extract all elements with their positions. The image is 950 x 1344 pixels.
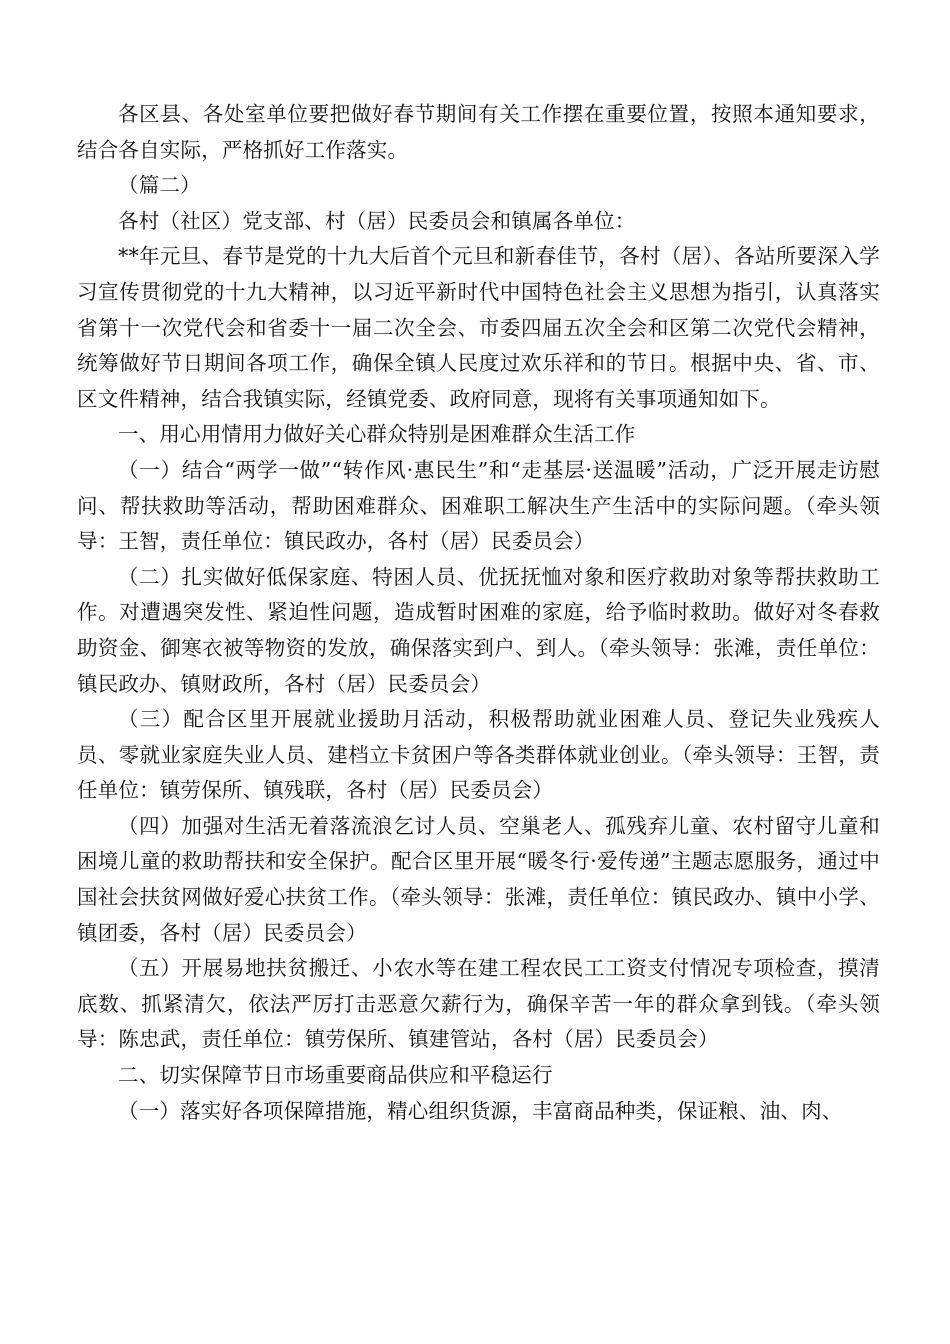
paragraph-introduction: **年元旦、春节是党的十九大后首个元旦和新春佳节，各村（居）、各站所要深入学习宣传贯彻党的十九大精神，以习近平新时代中国特色社会主义思想为指引，认真落实省第十一次党代会和省委十一届二次全会、市委四届五次全会和区第二次党代会精神，统筹做好节日期间各项工作，确保全镇人民度过欢乐祥和的节日。根据中央、省、市、区文件精神，结合我镇实际，经镇党委、政府同意，现将有关事项通知如下。 [77, 244, 880, 411]
paragraph-item-1-3: （三）配合区里开展就业援助月活动，积极帮助就业困难人员、登记失业残疾人员、零就业家庭失业人员、建档立卡贫困户等各类群体就业创业。（牵头领导：王智，责任单位：镇劳保所、镇残联，各村（居）民委员会） [77, 707, 880, 803]
paragraph-item-1-2: （二）扎实做好低保家庭、特困人员、优抚抚恤对象和医疗救助对象等帮扶救助工作。对遭遇突发性、紧迫性问题，造成暂时困难的家庭，给予临时救助。做好对冬春救助资金、御寒衣被等物资的发放，确保落实到户、到人。（牵头领导：张滩，责任单位：镇民政办、镇财政所，各村（居）民委员会） [77, 564, 880, 696]
addressee-line: 各村（社区）党支部、村（居）民委员会和镇属各单位： [118, 208, 636, 233]
heading-section-one: 一、用心用情用力做好关心群众特别是困难群众生活工作 [118, 422, 636, 447]
document-body [77, 97, 880, 1129]
paragraph-item-1-1: （一）结合“两学一做”“转作风·惠民生”和“走基层·送温暖”活动，广泛开展走访慰问、帮扶救助等活动，帮助困难群众、困难职工解决生产生活中的实际问题。（牵头领导：王智，责任单位：镇民政办，各村（居）民委员会） [77, 457, 880, 554]
paragraph-item-1-4: （四）加强对生活无着落流浪乞讨人员、空巢老人、孤残弃儿童、农村留守儿童和困境儿童的救助帮扶和安全保护。配合区里开展“暖冬行·爱传递”主题志愿服务，通过中国社会扶贫网做好爱心扶贫工作。（牵头领导：张滩，责任单位：镇民政办、镇中小学、镇团委，各村（居）民委员会） [77, 813, 880, 945]
paragraph-closing-instruction: 各区县、各处室单位要把做好春节期间有关工作摆在重要位置，按照本通知要求，结合各自实际，严格抓好工作落实。 [77, 102, 880, 162]
heading-section-two: 二、切实保障节日市场重要商品供应和平稳运行 [118, 1063, 553, 1088]
section-label-part-two: （篇二） [118, 173, 201, 198]
paragraph-item-1-5: （五）开展易地扶贫搬迁、小农水等在建工程农民工工资支付情况专项检查，摸清底数、抓紧清欠，依法严厉打击恶意欠薪行为，确保辛苦一年的群众拿到钱。（牵头领导：陈忠武，责任单位：镇劳保所、镇建管站，各村（居）民委员会） [77, 956, 880, 1052]
paragraph-item-2-1: （一）落实好各项保障措施，精心组织货源，丰富商品种类，保证粮、油、肉、 [118, 1098, 843, 1123]
